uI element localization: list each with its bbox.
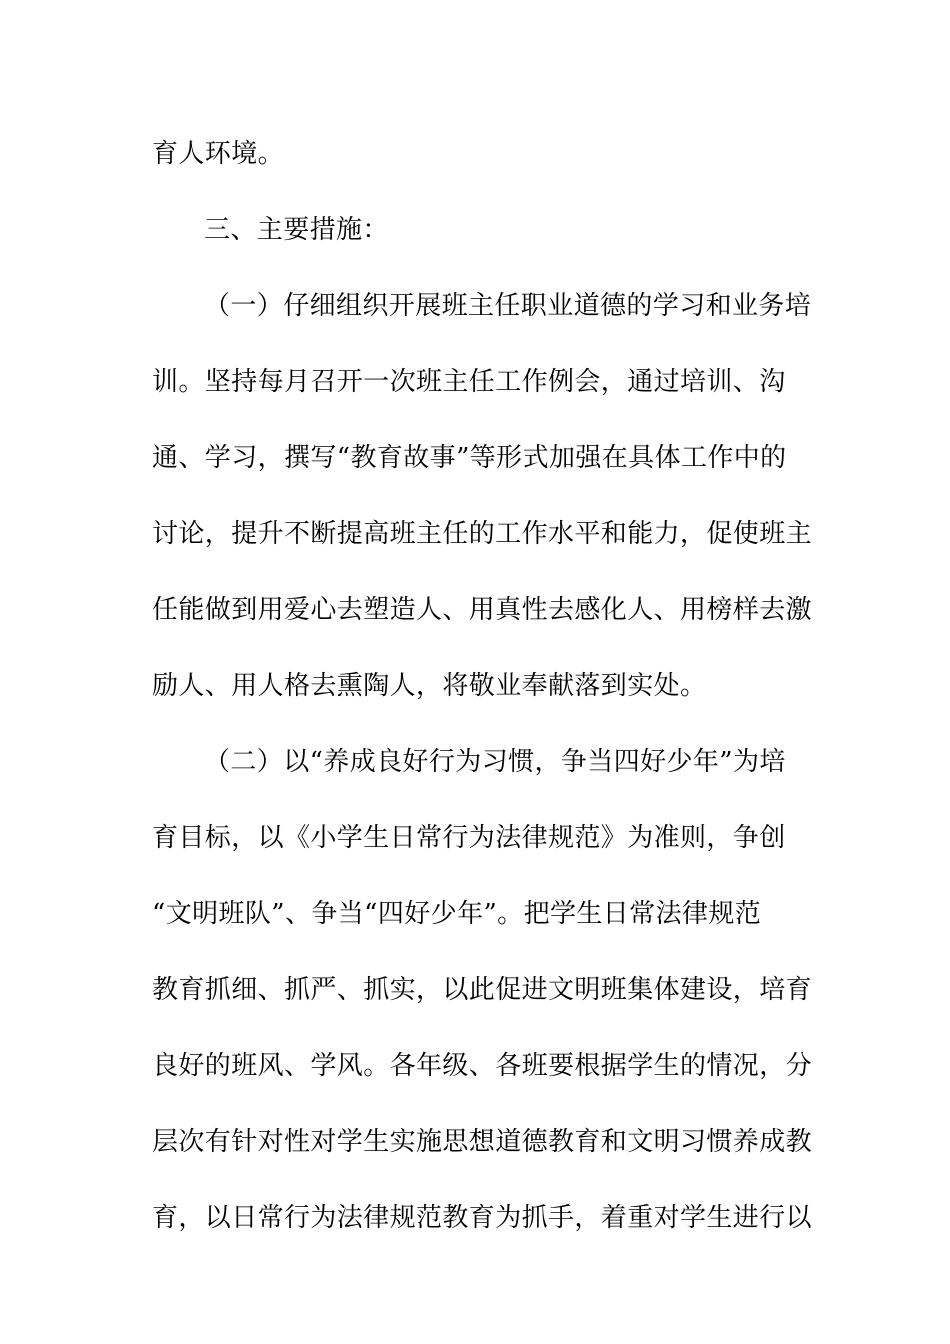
text-line: 教育抓细、抓严、抓实，以此促进文明班集体建设，培育 (152, 975, 813, 1005)
text-line: 讨论，提升不断提高班主任的工作水平和能力，促使班主 (152, 519, 813, 549)
text-line: 通、学习，撰写“教育故事”等形式加强在具体工作中的 (152, 443, 787, 473)
text-line: 良好的班风、学风。各年级、各班要根据学生的情况，分 (152, 1051, 813, 1081)
text-line: （二）以“养成良好行为习惯，争当四好少年”为培 (204, 747, 786, 777)
text-line: “文明班队”、争当“四好少年”。把学生日常法律规范 (152, 899, 762, 929)
text-line: 训。坚持每月召开一次班主任工作例会，通过培训、沟 (152, 367, 786, 397)
body-text (152, 128, 813, 1268)
section-heading: 三、主要措施： (204, 215, 389, 245)
text-line: （一）仔细组织开展班主任职业道德的学习和业务培 (204, 291, 812, 321)
text-line: 育，以日常行为法律规范教育为抓手，着重对学生进行以 (152, 1203, 813, 1233)
text-line: 任能做到用爱心去塑造人、用真性去感化人、用榜样去激 (152, 595, 813, 625)
text-line: 育人环境。 (152, 139, 285, 169)
text-line: 层次有针对性对学生实施思想道德教育和文明习惯养成教 (152, 1127, 813, 1157)
text-line: 励人、用人格去熏陶人，将敬业奉献落到实处。 (152, 671, 707, 701)
text-line: 育目标，以《小学生日常行为法律规范》为准则，争创 (152, 823, 786, 853)
